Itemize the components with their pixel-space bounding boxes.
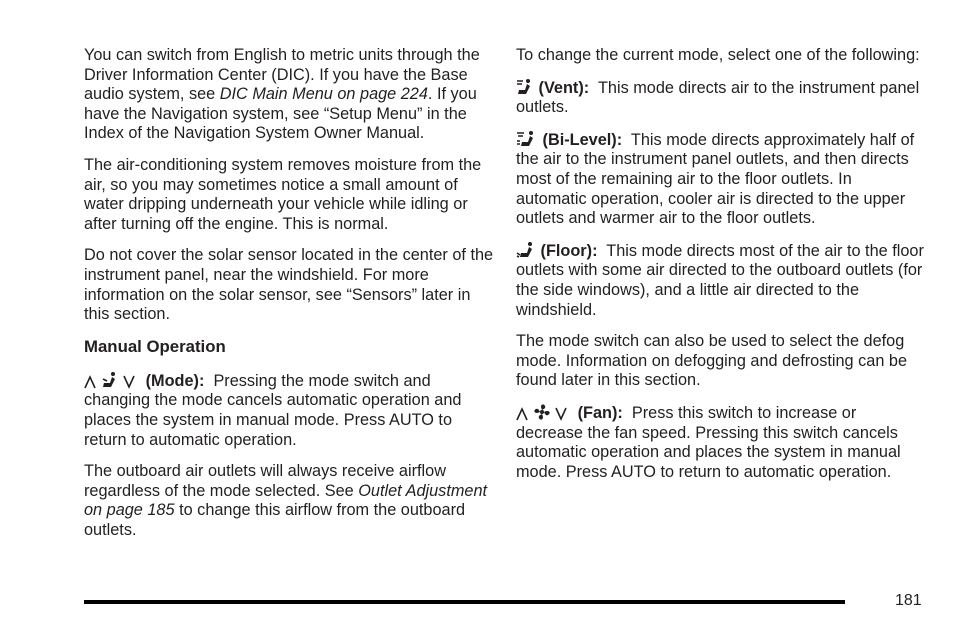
page-number: 181: [895, 592, 922, 609]
up-chevron-icon: [516, 407, 528, 421]
outboard-text-b: to change this airflow from the outboard outlets.: [84, 501, 466, 539]
fan-paragraph: [516, 403, 926, 482]
mode-paragraph: [84, 371, 494, 450]
fan-label: (Fan):: [577, 403, 623, 422]
up-chevron-icon: [84, 375, 96, 389]
floor-label: (Floor):: [540, 241, 598, 260]
left-column: [84, 46, 494, 552]
vent-mode-icon: [516, 78, 534, 96]
fan-icon: [533, 403, 551, 421]
vent-paragraph: [516, 78, 926, 118]
units-text-b: . If you have the Navigation system, see “Setup Menu” in the Index of the Navigation System Owner Manual.: [84, 85, 477, 143]
ac-moisture-paragraph: The air-conditioning system removes moisture from the air, so you may sometimes notice a small amount of water dripping underneath your vehicle while idling or after turning off the engine. This is normal.: [84, 155, 482, 233]
defog-paragraph: The mode switch can also be used to select the defog mode. Information on defogging and defrosting can be found later in this section.: [516, 332, 908, 390]
vent-text: This mode directs air to the instrument panel outlets.: [516, 78, 920, 117]
fan-text: Press this switch to increase or decrease the fan speed. Pressing this switch cancels automatic operation and places the system in manual mode. Press AUTO to return to automatic operation.: [516, 403, 901, 481]
bilevel-label: (Bi-Level):: [542, 130, 623, 149]
bilevel-paragraph: [516, 130, 926, 229]
dic-menu-reference: DIC Main Menu on page 224: [219, 85, 428, 104]
units-paragraph: [84, 46, 494, 144]
mode-text: Pressing the mode switch and changing the mode cancels automatic operation and places the system in manual mode. Press AUTO to return to automatic operation.: [84, 371, 462, 449]
mode-seat-icon: [101, 371, 119, 389]
vent-label: (Vent):: [538, 78, 590, 97]
footer-rule: [84, 600, 845, 604]
floor-paragraph: [516, 241, 926, 320]
solar-sensor-paragraph: Do not cover the solar sensor located in the center of the instrument panel, near the windshield. For more information on the solar sensor, see “Sensors” later in this section.: [84, 246, 494, 324]
mode-intro-paragraph: To change the current mode, select one of the following:: [516, 46, 920, 64]
outlet-adjustment-reference: Outlet Adjustment on page 185: [84, 481, 488, 520]
outboard-paragraph: [84, 462, 494, 540]
outboard-text-a: The outboard air outlets will always receive airflow regardless of the mode selected. See: [84, 462, 446, 500]
manual-operation-heading: Manual Operation: [84, 336, 226, 356]
units-text-a: You can switch from English to metric units through the Driver Information Center (DIC). If you have the Base audio system, see: [84, 46, 480, 104]
bilevel-mode-icon: [516, 130, 538, 148]
down-chevron-icon: [123, 375, 135, 389]
bilevel-text: This mode directs approximately half of the air to the instrument panel outlets, and then directs most of the remaining air to the floor outlets. In automatic operation, cooler air is directed to the upper outlets and warmer air to the floor outlets.: [516, 130, 915, 228]
mode-label: (Mode):: [145, 371, 205, 390]
floor-mode-icon: [516, 241, 536, 259]
down-chevron-icon: [555, 407, 567, 421]
right-column: [516, 46, 926, 494]
floor-text: This mode directs most of the air to the floor outlets with some air directed to the outboard outlets (for the side windows), and a little air directed to the windshield.: [516, 241, 924, 319]
